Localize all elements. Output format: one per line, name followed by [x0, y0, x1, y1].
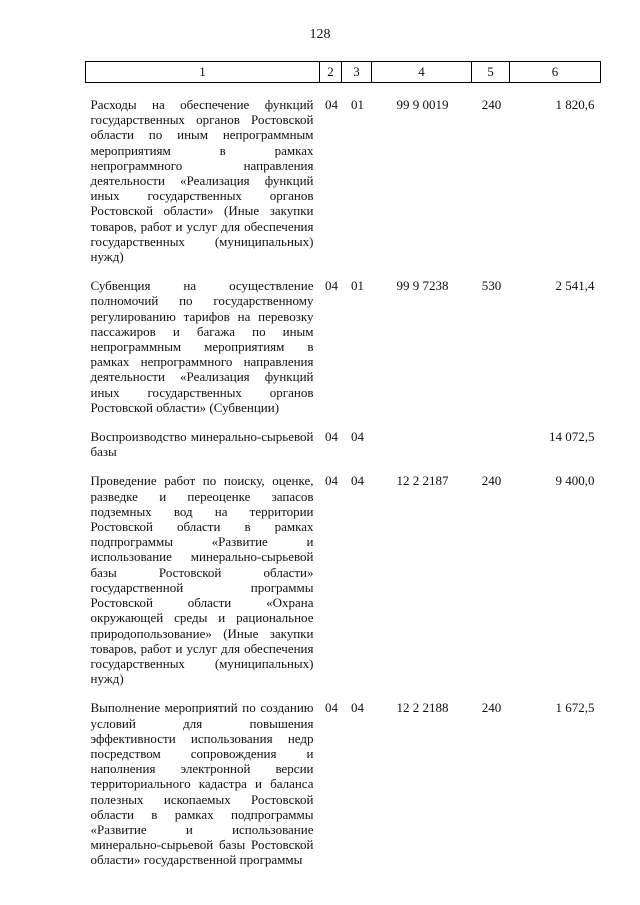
row-amount: 14 072,5 — [549, 429, 595, 445]
row-amount: 9 400,0 — [555, 473, 595, 489]
row-subsection: 01 — [351, 278, 364, 294]
row-section: 04 — [325, 97, 338, 112]
row-target-code — [372, 429, 472, 459]
row-description: Выполнение мероприятий по созданию условий для повышения эффективности использования недр посредством сопровождения и наполнения электронной версии территориального кадастра и баланса полезных ископаемых Ростовской области в рамках подпрограммы «Развитие и использование минерально-сырьевой базы Ростовской области» государственной программы — [90, 700, 314, 868]
row-expense-type: 240 — [481, 97, 502, 112]
table-row — [86, 97, 601, 264]
table-row — [86, 473, 601, 686]
row-section: 04 — [325, 429, 338, 445]
row-description: Проведение работ по поиску, оценке, разведке и переоценке запасов подземных вод на территории Ростовской области в рамках подпрограммы «Развитие и использование минерально-сырьевой базы Ростовской области» государственной программы Ростовской области «Охрана окружающей среды и рациональное природопользование» (Иные закупки товаров, работ и услуг для обеспечения государственных (муниципальных) нужд) — [90, 473, 314, 687]
header-col-5: 5 — [472, 62, 510, 83]
row-expense-type — [472, 429, 510, 459]
row-description: Воспроизводство минерально-сырьевой базы — [90, 429, 314, 460]
row-expense-type: 240 — [481, 473, 502, 489]
row-expense-type: 530 — [481, 278, 502, 294]
table-row — [86, 278, 601, 415]
row-subsection: 04 — [351, 429, 364, 445]
row-target-code: 12 2 2188 — [396, 700, 449, 716]
row-description: Субвенция на осуществление полномочий по государственному регулированию тарифов на перевозку пассажиров и багажа по иным непрограммным мероприятиям в рамках непрограммного направления деятельности «Реализация функций иных государственных органов Ростовской области» (Субвенции) — [90, 278, 314, 415]
row-section: 04 — [325, 473, 338, 489]
row-section: 04 — [325, 278, 338, 294]
row-subsection: 04 — [351, 700, 364, 716]
header-col-1: 1 — [86, 62, 320, 83]
header-row — [86, 62, 601, 83]
row-expense-type: 240 — [481, 700, 502, 716]
row-section: 04 — [325, 700, 338, 716]
header-col-3: 3 — [342, 62, 372, 83]
row-description: Расходы на обеспечение функций государственных органов Ростовской области по иным непрограммным мероприятиям в рамках непрограммного направления деятельности «Реализация функций иных государственных органов Ростовской области» (Иные закупки товаров, работ и услуг для обеспечения государственных (муниципальных) нужд) — [90, 97, 314, 265]
header-col-4: 4 — [372, 62, 472, 83]
row-amount: 1 820,6 — [555, 97, 595, 112]
header-col-6: 6 — [510, 62, 601, 83]
budget-table — [85, 61, 601, 868]
row-target-code: 99 9 0019 — [396, 97, 449, 112]
row-target-code: 99 9 7238 — [396, 278, 449, 294]
row-amount: 1 672,5 — [555, 700, 595, 716]
table-row — [86, 429, 601, 459]
table-row — [86, 700, 601, 867]
row-target-code: 12 2 2187 — [396, 473, 449, 489]
row-subsection: 04 — [351, 473, 364, 489]
row-amount: 2 541,4 — [555, 278, 595, 294]
page-number: 128 — [309, 27, 331, 42]
header-col-2: 2 — [320, 62, 342, 83]
row-subsection: 01 — [351, 97, 364, 112]
